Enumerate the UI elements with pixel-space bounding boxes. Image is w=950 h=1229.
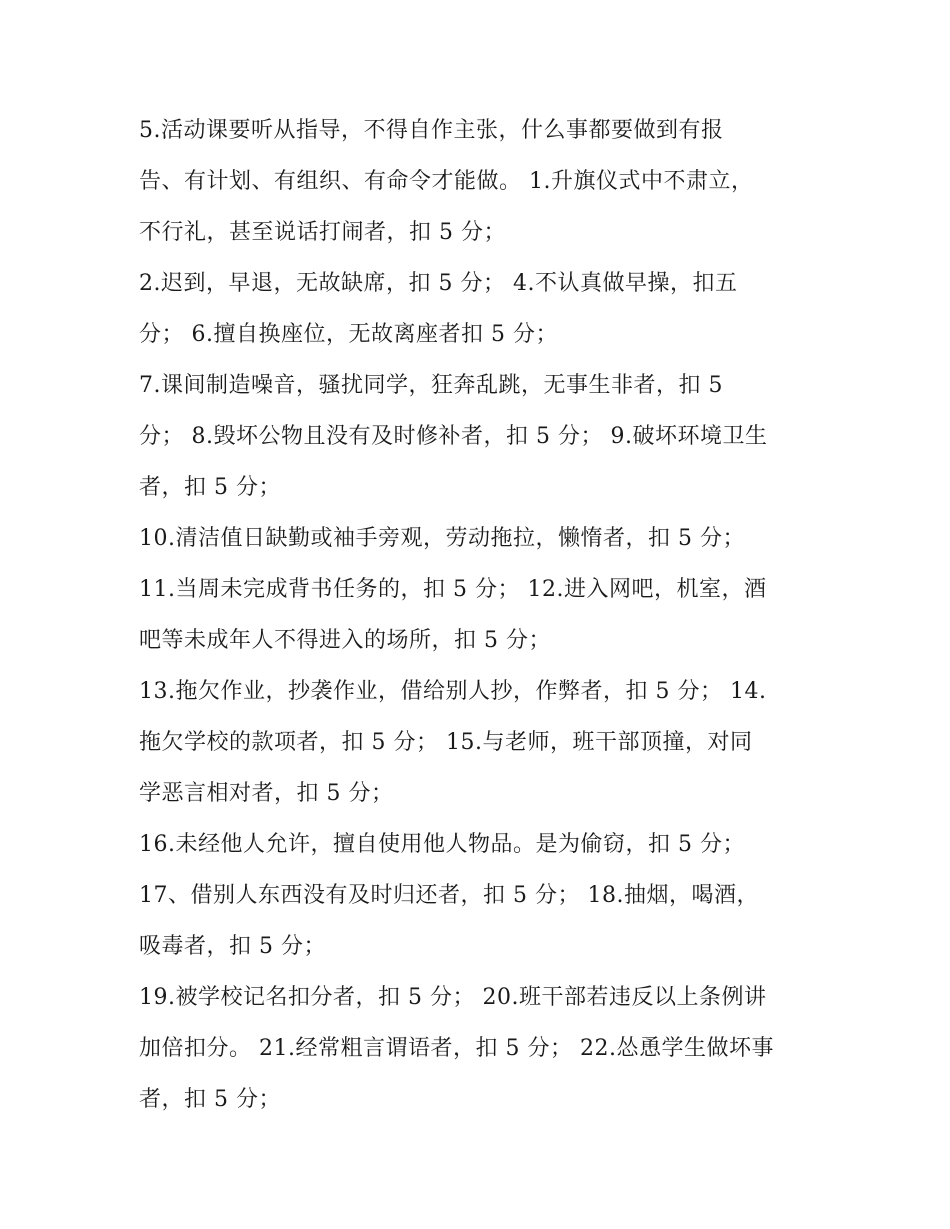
- text-line: 2.迟到，早退，无故缺席，扣 5 分； 4.不认真做早操，扣五: [139, 271, 738, 296]
- rules-text-block: [139, 105, 819, 1125]
- text-line: 者，扣 5 分；: [139, 1087, 281, 1112]
- text-line: 者，扣 5 分；: [139, 475, 281, 500]
- text-line: 17、借别人东西没有及时归还者，扣 5 分； 18.抽烟，喝酒，: [139, 883, 759, 908]
- text-line: 不行礼，甚至说话打闹者，扣 5 分；: [139, 220, 506, 245]
- text-line: 拖欠学校的款项者，扣 5 分； 15.与老师，班干部顶撞，对同: [139, 730, 753, 755]
- text-line: 10.清洁值日缺勤或袖手旁观，劳动拖拉，懒惰者，扣 5 分；: [139, 526, 745, 551]
- text-line: 加倍扣分。 21.经常粗言谓语者，扣 5 分； 22.怂恿学生做坏事: [139, 1036, 774, 1061]
- text-line: 7.课间制造噪音，骚扰同学，狂奔乱跳，无事生非者，扣 5: [139, 373, 723, 398]
- text-line: 吧等未成年人不得进入的场所，扣 5 分；: [139, 628, 551, 653]
- text-line: 5.活动课要听从指导，不得自作主张，什么事都要做到有报: [139, 118, 724, 143]
- text-line: 学恶言相对者，扣 5 分；: [139, 781, 394, 806]
- text-line: 告、有计划、有组织、有命令才能做。 1.升旗仪式中不肃立，: [139, 169, 754, 194]
- text-line: 分； 8.毁坏公物且没有及时修补者，扣 5 分； 9.破坏环境卫生: [139, 424, 768, 449]
- text-line: 分； 6.擅自换座位，无故离座者扣 5 分；: [139, 322, 558, 347]
- text-line: 吸毒者，扣 5 分；: [139, 934, 326, 959]
- text-line: 16.未经他人允许，擅自使用他人物品。是为偷窃，扣 5 分；: [139, 832, 745, 857]
- text-line: 13.拖欠作业，抄袭作业，借给别人抄，作弊者，扣 5 分； 14.: [139, 679, 767, 704]
- text-line: 11.当周未完成背书任务的，扣 5 分； 12.进入网吧，机室，酒: [139, 577, 767, 602]
- text-line: 19.被学校记名扣分者，扣 5 分； 20.班干部若违反以上条例讲: [139, 985, 767, 1010]
